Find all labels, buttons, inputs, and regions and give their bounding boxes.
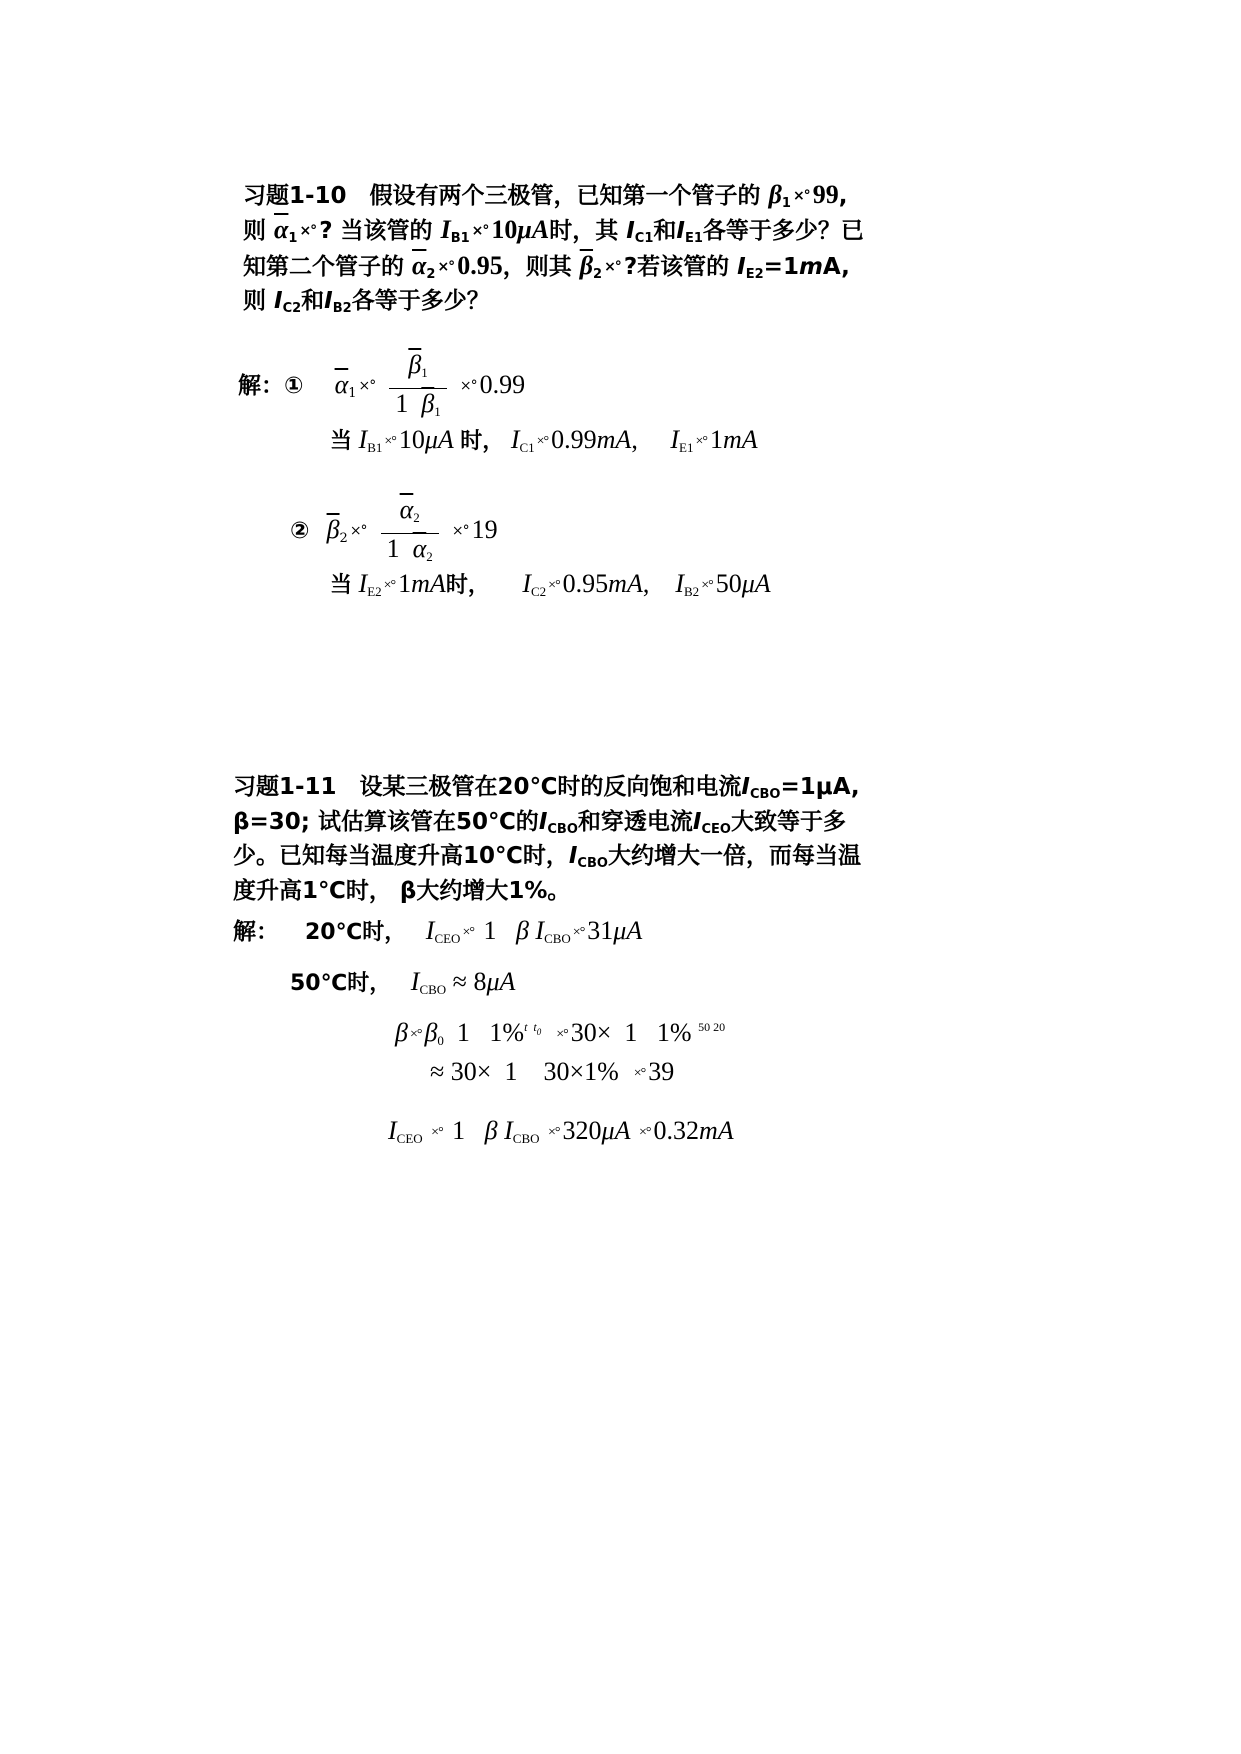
text: 和 xyxy=(653,218,677,244)
solution-label: 解：① xyxy=(238,373,304,399)
value-pct: 1% xyxy=(489,1018,525,1047)
solution-1-10-eq2: 当 $I_{B1}$ ×° 10μA 时， $I_{C1}$ ×° 0.99mA, $I_{E1}$ ×° 1mA xyxy=(330,425,758,455)
value-ic2: 0.95 xyxy=(562,569,609,598)
text: ? 当该管的 xyxy=(319,218,433,244)
result-beta2: 19 xyxy=(471,515,498,544)
value-ic1: 0.99 xyxy=(551,425,597,454)
text: 则 xyxy=(243,218,266,244)
text: 当 xyxy=(330,429,353,454)
text: 30 xyxy=(543,1057,570,1086)
value-ib2: 50 xyxy=(715,569,742,598)
text: 各等于多少？已 xyxy=(702,218,864,244)
text: 和穿透电流 xyxy=(577,809,693,835)
result-alpha1: 0.99 xyxy=(479,370,526,399)
value-iceo-20: 31 xyxy=(587,916,614,945)
problem-1-11-line-2: β=30; 试估算该管在50℃的$I_{CBO}$和穿透电流$I_{CEO}$大致等于多 xyxy=(233,809,846,837)
text: 50℃时， xyxy=(290,971,392,996)
text: 大约增大一倍，而每当温 xyxy=(607,843,861,869)
text: 20℃时， xyxy=(305,920,407,945)
problem-1-10-line-3: 知第二个管子的 $\overline{\alpha}_2$ ×° 0.95，则其 $\overline{\beta}_2$ ×° ?若该管的 $I_{E2}=1mA$, xyxy=(243,251,850,282)
value-ie1: 1 xyxy=(709,425,723,454)
value-icbo-50: ≈ 8 xyxy=(452,967,487,996)
text: ，则其 xyxy=(502,254,572,280)
text: β=30; 试估算该管在50℃的 xyxy=(233,809,539,835)
problem-1-10-line-1: 习题1-10 假设有两个三极管，已知第一个管子的 $\beta_1$ ×° 99, xyxy=(243,180,848,211)
solution-label: 解： xyxy=(233,919,279,945)
value-ib1: 10 xyxy=(398,425,425,454)
exponent: 50 20 xyxy=(698,1020,726,1034)
text: 知第二个管子的 xyxy=(243,254,404,280)
text: ?若该管的 xyxy=(623,254,730,280)
value-pct: 1% xyxy=(656,1018,692,1047)
value-beta0: 30 xyxy=(570,1018,597,1047)
solution-1-10-eq1: 解：① $\overline{\alpha}_1$ ×° $\frac{\overline{\beta}_1}{1 \overline{\beta}_1}$ ×° 0.99 xyxy=(238,350,525,427)
text: 各等于多少？ xyxy=(351,288,490,314)
fraction-beta2: $\frac{\overline{\alpha}_2}{1 \overline{\alpha}_2}$ xyxy=(381,495,439,572)
text: 时， xyxy=(460,429,505,454)
problem-1-11-line-4 xyxy=(233,875,570,907)
text: =1 xyxy=(763,254,799,280)
text: 则 xyxy=(243,288,266,314)
problem-1-10-line-2: 则 $\overline{\alpha}_1$ ×° ? 当该管的 $I_{B1}$ ×° 10μA时，其 $I_{C1}$和$I_{E1}$各等于多少？已 xyxy=(243,215,864,246)
solution-1-11-eq3: β ×° $\beta_0$ 1 1%$^{t t_0}$ ×° 30× 1 1% $^{50 20}$ xyxy=(395,1018,726,1048)
text: 大致等于多 xyxy=(730,809,846,835)
text: 习题1-10 假设有两个三极管，已知第一个管子的 xyxy=(243,183,769,209)
fraction-alpha1: $\frac{\overline{\beta}_1}{1 \overline{\beta}_1}$ xyxy=(389,350,446,427)
text: 当 xyxy=(330,573,353,598)
solution-1-11-eq4: ≈ 30× 1 30×1% ×° 39 xyxy=(430,1057,675,1086)
solution-1-11-eq5: $I_{CEO}$ ×° 1 β $I_{CBO}$ ×° 320μA ×° 0.32mA xyxy=(388,1116,734,1146)
value-beta-50: 39 xyxy=(648,1057,675,1086)
text: ≈ 30 xyxy=(430,1057,477,1086)
solution-1-11-eq1: 解： 20℃时， $I_{CEO}$ ×° 1 β $I_{CBO}$ ×° 31μA xyxy=(233,916,643,946)
text: ② xyxy=(290,518,310,544)
text: 时， xyxy=(445,573,490,598)
solution-1-11-eq2: 50℃时， $I_{CBO} \approx 8\mu A$ xyxy=(290,967,516,997)
problem-1-11-line-3: 少。已知每当温度升高10℃时，$I_{CBO}$大约增大一倍，而每当温 xyxy=(233,843,861,871)
value-iceo-50-ma: 0.32 xyxy=(653,1116,699,1145)
text: 和 xyxy=(301,288,325,314)
text: 少。已知每当温度升高10℃时， xyxy=(233,843,569,869)
text: 时，其 xyxy=(549,218,619,244)
text: 习题1-11 设某三极管在20℃时的反向饱和电流 xyxy=(233,774,742,800)
value-iceo-50: 320 xyxy=(562,1116,602,1145)
text: 度升高1℃时， β大约增大1%。 xyxy=(233,878,571,904)
problem-1-11-line-1: 习题1-11 设某三极管在20℃时的反向饱和电流$I_{CBO}=1\mu A$, xyxy=(233,774,860,802)
problem-1-10-line-4: 则 $I_{C2}$和$I_{B2}$各等于多少？ xyxy=(243,288,490,316)
value-ie2: 1 xyxy=(398,569,412,598)
text: =1μA, xyxy=(780,774,860,800)
solution-1-10-eq4: 当 $I_{E2}$ ×° 1mA时， $I_{C2}$ ×° 0.95mA, $I_{B2}$ ×° 50μA xyxy=(330,569,771,599)
solution-1-10-eq3: ② $\overline{\beta}_2$ ×° $\frac{\overline{\alpha}_2}{1 \overline{\alpha}_2}$ ×° 19 xyxy=(290,495,498,572)
